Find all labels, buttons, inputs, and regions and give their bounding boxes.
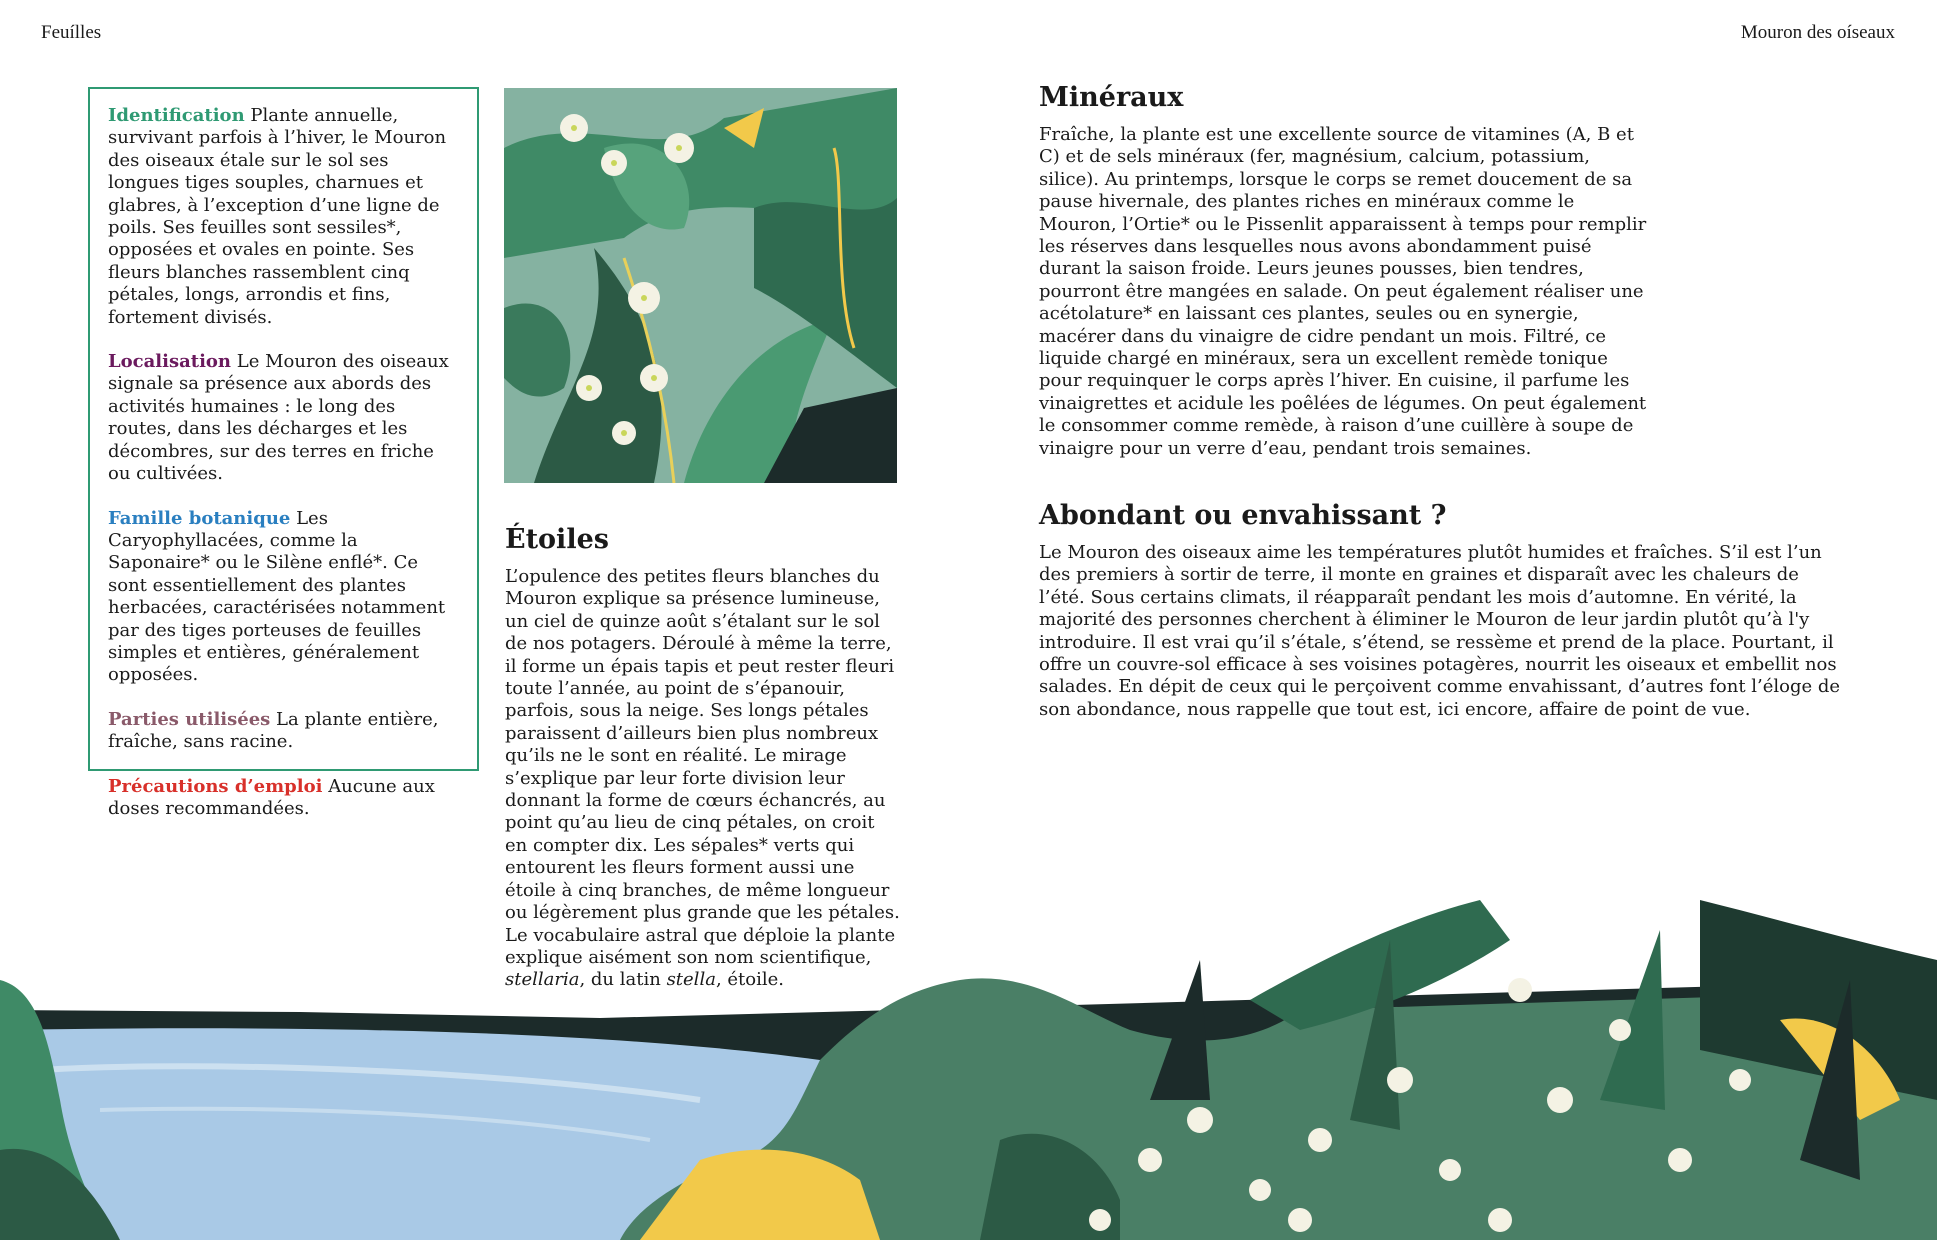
mineraux-section <box>1039 82 1649 460</box>
landscape-illustration <box>0 900 1937 1240</box>
info-parties <box>108 709 459 754</box>
abondant-body: Le Mouron des oiseaux aime les températures plutôt humides et fraîches. S’il est l’un des premiers à sortir de terre, il monte en graines et disparaît avec les chaleurs de l’été. Sous certains climats, il réapparaît pendant les mois d’automne. En vérité, la majorité des personnes cherchent à éliminer le Mouron de leur jardin plutôt qu’à l'y introduire. Il est vrai qu’il s’étale, s’étend, se ressème et prend de la place. Pourtant, il offre un couvre-sol efficace à ses voisines potagères, nourrit les oiseaux et embellit nos salades. En dépit de ceux qui le perçoivent comme envahissant, d’autres font l’éloge de son abondance, nous rappelle que tout est, ici encore, affaire de point de vue. <box>1039 542 1841 720</box>
info-term: Parties utilisées <box>108 708 271 730</box>
info-text: Plante annuelle, survivant parfois à l’hiver, le Mouron des oiseaux étale sur le sol ses longues tiges souples, charnues et glabres, à l’exception d’une ligne de poils. Ses feuilles sont sessiles*, opposées et ovales en pointe. Ses fleurs blanches rassemblent cinq pétales, longs, arrondis et fins, fortement divisés. <box>108 105 447 328</box>
info-precautions <box>108 776 459 821</box>
info-text: Aucune aux doses recommandées. <box>108 775 435 819</box>
running-head-right: Mouron des oíseaux <box>1740 22 1895 43</box>
etoiles-ending: , étoile. <box>715 969 784 991</box>
info-text: Le Mouron des oiseaux signale sa présence aux abords des activités humaines : le long des routes, dans les décharges et les décombres, sur des terres en friche ou cultivées. <box>108 351 449 485</box>
latin-root: stella <box>666 969 716 991</box>
info-term: Identification <box>108 105 245 126</box>
plant-info-box <box>88 87 479 819</box>
info-text: Les Caryophyllacées, comme la Saponaire* ou le Silène enflé*. Ce sont essentiellement des plantes herbacées, caractérisées notamment par des tiges porteuses de feuilles simples et entières, généralement opposées. <box>108 507 446 686</box>
info-term: Localisation <box>108 351 232 373</box>
mineraux-heading: Minéraux <box>1039 82 1184 113</box>
abondant-section <box>1039 500 1849 721</box>
running-head-left: Feuílles <box>41 22 102 43</box>
abondant-heading: Abondant ou envahissant ? <box>1039 500 1447 531</box>
latin-term: stellaria <box>505 969 580 991</box>
info-text: La plante entière, fraîche, sans racine. <box>108 708 439 753</box>
etoiles-connector: , du latin <box>579 969 661 991</box>
info-term: Famille botanique <box>108 507 291 529</box>
etoiles-heading: Étoiles <box>505 524 609 555</box>
info-identification <box>108 105 459 329</box>
mineraux-body: Fraîche, la plante est une excellente source de vitamines (A, B et C) et de sels minéraux (fer, magnésium, calcium, potassium, silice). Au printemps, lorsque le corps se remet doucement de sa pause hivernale, des plantes riches en minéraux comme le Mouron, l’Ortie* ou le Pissenlit apparaissent à temps pour remplir les réserves dans lesquelles nous avons abondamment puisé durant la saison froide. Leurs jeunes pousses, bien tendres, pourront être mangées en salade. On peut également réaliser une acétolature* en laissant ces plantes, seules ou en synergie, macérer dans du vinaigre de cidre pendant un mois. Filtré, ce liquide chargé en minéraux, sera un excellent remède tonique pour requinquer le corps après l’hiver. En cuisine, il parfume les vinaigrettes et acidule les poêlées de légumes. On peut également le consommer comme remède, à raison d’une cuillère à soupe de vinaigre pour un verre d’eau, pendant trois semaines. <box>1039 124 1647 459</box>
info-famille <box>108 508 459 687</box>
chickweed-illustration <box>504 88 897 483</box>
info-localisation <box>108 351 459 485</box>
info-term: Précautions d’emploi <box>108 775 323 797</box>
etoiles-text: L’opulence des petites fleurs blanches du Mouron explique sa présence lumineuse, un ciel de quinze août s’étalant sur le sol de nos potagers. Déroulé à même la terre, il forme un épais tapis et peut rester fleuri toute l’année, au point de s’épanouir, parfois, sous la neige. Ses longs pétales paraissent d’ailleurs bien plus nombreux qu’ils ne le sont en réalité. Le mirage s’explique par leur forte division leur donnant la forme de cœurs échancrés, au point qu’au lieu de cinq pétales, on croit en compter dix. Les sépales* verts qui entourent les fleurs forment aussi une étoile à cinq branches, de même longueur ou légèrement plus grande que les pétales. Le vocabulaire astral que déploie la plante explique aisément son nom scientifique, <box>505 566 900 968</box>
